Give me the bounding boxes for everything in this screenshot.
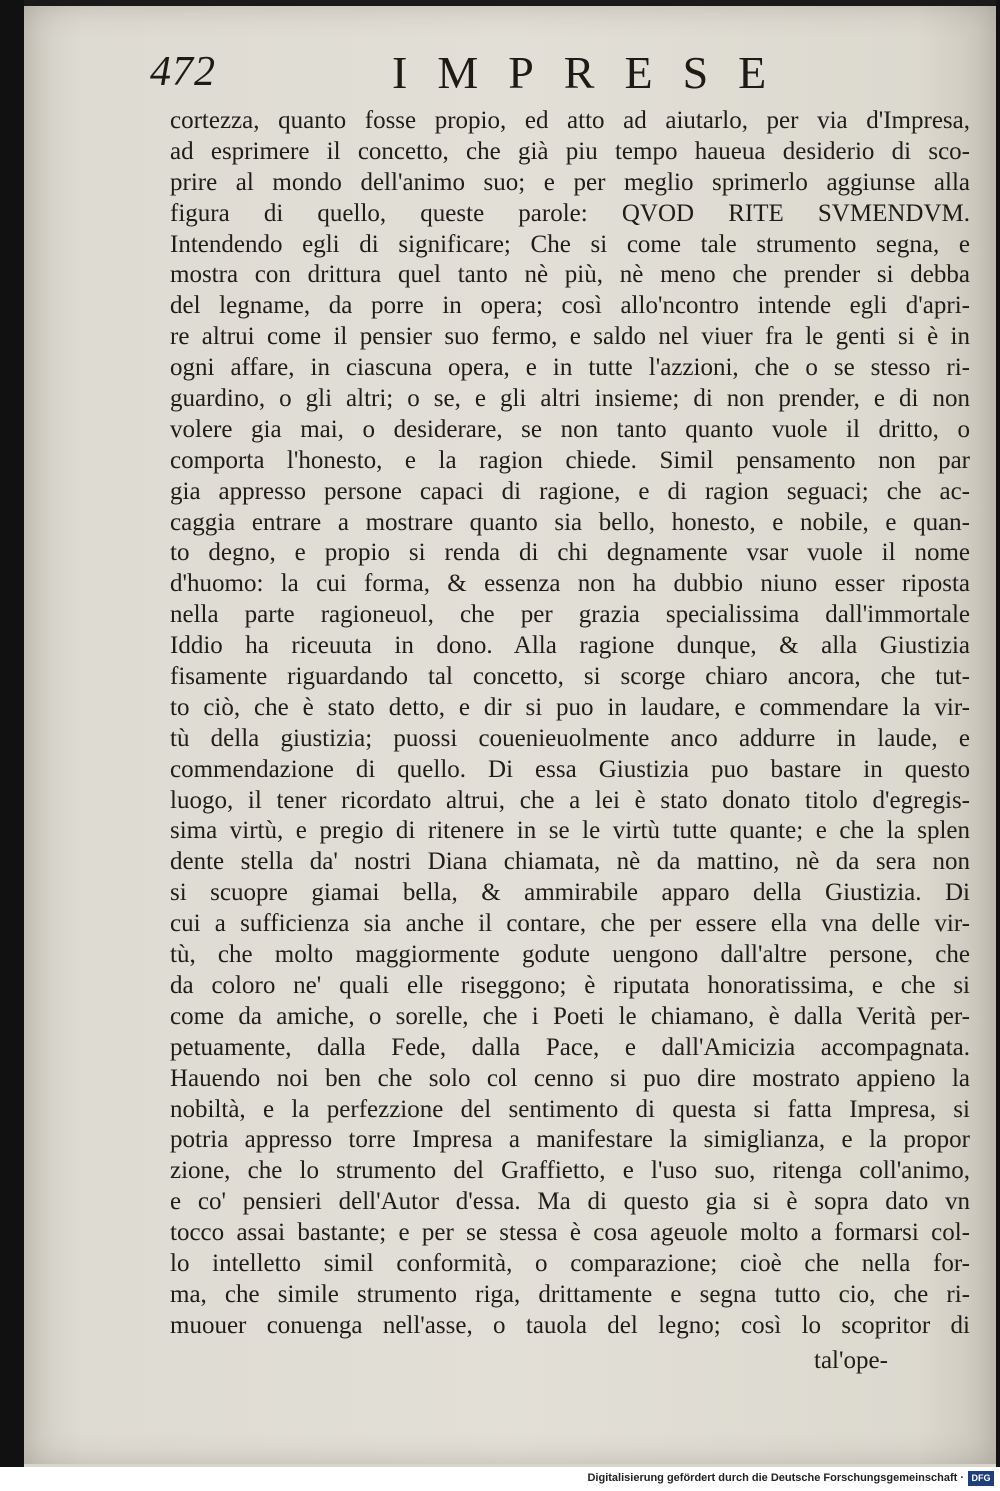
text-line: re altrui come il pensier suo fermo, e saldo nel viuer fra le genti si è in [170, 323, 970, 351]
text-line: guardino, o gli altri; o se, e gli altri insieme; di non prender, e di non [170, 385, 970, 413]
text-line: prire al mondo dell'animo suo; e per meglio sprimerlo aggiunse alla [170, 168, 970, 196]
text-line: d'huomo: la cui forma, & essenza non ha dubbio niuno esser riposta [170, 570, 970, 598]
page-number: 472 [150, 49, 216, 95]
text-line: del legname, da porre in opera; così allo'ncontro intende egli d'apri- [170, 292, 970, 320]
text-line: gia appresso persone capaci di ragione, e di ragion seguaci; che ac- [170, 477, 970, 505]
text-line: cortezza, quanto fosse propio, ed atto ad aiutarlo, per via d'Impresa, [170, 107, 970, 134]
text-line: tù, che molto maggiormente godute uengono dall'altre persone, che [170, 941, 970, 969]
text-line: to degno, e propio si renda di chi degnamente vsar vuole il nome [170, 539, 970, 567]
text-line: volere gia mai, o desiderare, se non tanto quanto vuole il dritto, o [170, 415, 970, 443]
text-line: to ciò, che è stato detto, e dir si puo in laudare, e commendare la vir- [170, 693, 970, 721]
text-line: tocco assai bastante; e per se stessa è cosa ageuole molto a formarsi col- [170, 1219, 970, 1247]
text-line: Hauendo noi ben che solo col cenno si puo dire mostrato appieno la [170, 1064, 970, 1092]
text-line: muouer conuenga nell'asse, o tauola del legno; così lo scopritor di [170, 1311, 970, 1339]
text-line: Intendendo egli di significare; Che si come tale strumento segna, e [170, 230, 970, 258]
text-line: ma, che simile strumento riga, drittamente e segna tutto cio, che ri- [170, 1280, 970, 1308]
text-line: lo intelletto simil conformità, o comparazione; cioè che nella for- [170, 1249, 970, 1277]
text-line: commendazione di quello. Di essa Giustizia puo bastare in questo [170, 755, 970, 783]
scan-frame-left [0, 0, 24, 1467]
text-line: da coloro ne' quali elle riseggono; è riputata honoratissima, e che si [170, 971, 970, 999]
text-line: si scuopre giamai bella, & ammirabile apparo della Giustizia. Di [170, 879, 970, 907]
digitization-footer [0, 1467, 1000, 1491]
text-line: luogo, il tener ricordato altrui, che a lei è stato donato titolo d'egregis- [170, 786, 970, 814]
text-line: nobiltà, e la perfezzione del sentimento di questa si fatta Impresa, si [170, 1095, 970, 1123]
text-line: cui a sufficienza sia anche il contare, che per essere ella vna delle vir- [170, 910, 970, 938]
text-line: e co' pensieri dell'Autor d'essa. Ma di questo gia si è sopra dato vn [170, 1188, 970, 1216]
dfg-logo-icon: DFG [968, 1471, 994, 1486]
text-line: ogni affare, in ciascuna opera, e in tutte l'azzioni, che o se stesso ri- [170, 354, 970, 382]
text-line: comporta l'honesto, e la ragion chiede. Simil pensamento non par [170, 446, 970, 474]
text-line: Iddio ha riceuuta in dono. Alla ragione dunque, & alla Giustizia [170, 632, 970, 660]
scan-frame-right [996, 0, 1000, 1467]
text-line: nella parte ragioneuol, che per grazia specialissima dall'immortale [170, 601, 970, 629]
funding-credit: Digitalisierung gefördert durch die Deutsche Forschungsgemeinschaft · [587, 1472, 964, 1484]
text-line: ad esprimere il concetto, che già piu tempo haueua desiderio di sco- [170, 137, 970, 165]
running-head: IMPRESE [392, 47, 797, 98]
scan-frame-top [0, 0, 1000, 6]
text-line: dente stella da' nostri Diana chiamata, nè da mattino, nè da sera non [170, 848, 970, 876]
text-line: zione, che lo strumento del Graffietto, e l'uso suo, ritenga coll'animo, [170, 1157, 970, 1185]
text-line: caggia entrare a mostrare quanto sia bello, honesto, e nobile, e quan- [170, 508, 970, 536]
text-line: figura di quello, queste parole: QVOD RITE SVMENDVM. [170, 199, 970, 227]
text-line: come da amiche, o sorelle, che i Poeti le chiamano, è dalla Verità per- [170, 1002, 970, 1030]
body-text [170, 106, 970, 1342]
text-line: tù della giustizia; puossi couenieuolmente anco addurre in laude, e [170, 724, 970, 752]
text-line: sima virtù, e pregio di ritenere in se le virtù tutte quante; e che la splen [170, 817, 970, 845]
text-line: fisamente riguardando tal concetto, si scorge chiaro ancora, che tut- [170, 663, 970, 691]
text-line: petuamente, dalla Fede, dalla Pace, e dall'Amicizia accompagnata. [170, 1033, 970, 1061]
text-line: mostra con drittura quel tanto nè più, nè meno che prender si debba [170, 261, 970, 289]
catchword: tal'ope- [814, 1347, 888, 1374]
text-line: potria appresso torre Impresa a manifestare la simiglianza, e la propor [170, 1126, 970, 1154]
